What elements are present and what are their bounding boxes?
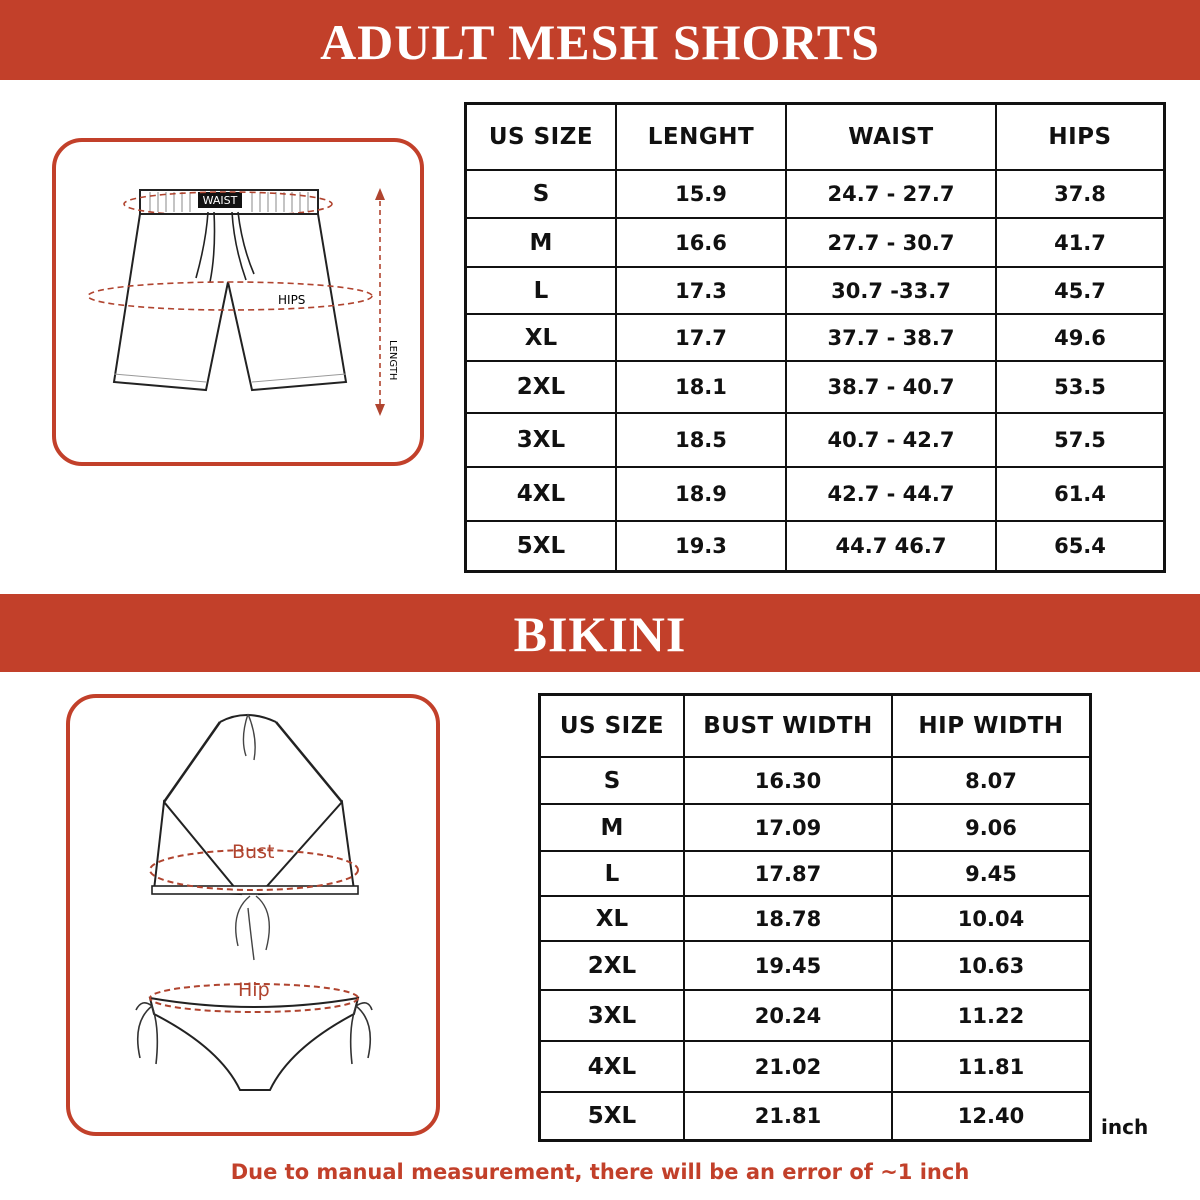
size-cell: L	[466, 267, 617, 314]
unit-label: inch	[1101, 1115, 1149, 1139]
bust-label: Bust	[232, 841, 275, 863]
waist-cell: 24.7 - 27.7	[786, 170, 996, 218]
hip-width-cell: 10.04	[892, 896, 1091, 941]
hip-width-cell: 9.06	[892, 804, 1091, 851]
size-cell: 2XL	[466, 361, 617, 413]
size-cell: M	[540, 804, 685, 851]
table-header-row	[466, 104, 1165, 171]
hips-cell: 37.8	[996, 170, 1165, 218]
table-row	[466, 413, 1165, 467]
bust-width-cell: 21.81	[684, 1092, 892, 1140]
shorts-diagram-frame	[52, 138, 424, 466]
size-cell: M	[466, 218, 617, 267]
table-header-row	[540, 695, 1091, 758]
column-header: HIPS	[996, 104, 1165, 171]
length-cell: 16.6	[616, 218, 786, 267]
size-cell: S	[540, 757, 685, 804]
bikini-title-banner: BIKINI	[0, 594, 1200, 672]
shorts-title-banner: ADULT MESH SHORTS	[0, 0, 1200, 80]
column-header: US SIZE	[466, 104, 617, 171]
hip-width-cell: 11.22	[892, 990, 1091, 1041]
hips-cell: 53.5	[996, 361, 1165, 413]
hips-cell: 57.5	[996, 413, 1165, 467]
size-cell: 4XL	[466, 467, 617, 521]
table-row	[466, 521, 1165, 571]
length-cell: 17.3	[616, 267, 786, 314]
size-cell: 2XL	[540, 941, 685, 990]
hip-width-cell: 10.63	[892, 941, 1091, 990]
hip-width-cell: 8.07	[892, 757, 1091, 804]
length-cell: 18.1	[616, 361, 786, 413]
bust-width-cell: 19.45	[684, 941, 892, 990]
bust-width-cell: 17.87	[684, 851, 892, 896]
waist-cell: 44.7 46.7	[786, 521, 996, 571]
length-cell: 17.7	[616, 314, 786, 361]
bust-width-cell: 16.30	[684, 757, 892, 804]
size-cell: S	[466, 170, 617, 218]
table-row	[540, 757, 1091, 804]
bust-width-cell: 17.09	[684, 804, 892, 851]
hip-width-cell: 9.45	[892, 851, 1091, 896]
size-cell: 3XL	[540, 990, 685, 1041]
hips-label: HIPS	[278, 293, 306, 307]
table-row	[466, 267, 1165, 314]
table-row	[466, 314, 1165, 361]
bust-width-cell: 21.02	[684, 1041, 892, 1092]
length-cell: 19.3	[616, 521, 786, 571]
shorts-size-table	[464, 102, 1166, 573]
column-header: HIP WIDTH	[892, 695, 1091, 758]
table-row	[466, 467, 1165, 521]
size-cell: 4XL	[540, 1041, 685, 1092]
waist-cell: 37.7 - 38.7	[786, 314, 996, 361]
size-cell: 3XL	[466, 413, 617, 467]
hip-width-cell: 12.40	[892, 1092, 1091, 1140]
hips-cell: 65.4	[996, 521, 1165, 571]
waist-label: WAIST	[202, 194, 238, 207]
hip-label: Hip	[238, 979, 270, 1001]
hip-width-cell: 11.81	[892, 1041, 1091, 1092]
size-cell: XL	[540, 896, 685, 941]
table-row	[540, 1041, 1091, 1092]
length-label: LENGTH	[387, 340, 398, 381]
table-row	[540, 896, 1091, 941]
length-cell: 15.9	[616, 170, 786, 218]
bikini-size-table	[538, 693, 1092, 1142]
bust-width-cell: 18.78	[684, 896, 892, 941]
shorts-illustration	[56, 142, 420, 462]
length-cell: 18.5	[616, 413, 786, 467]
waist-cell: 42.7 - 44.7	[786, 467, 996, 521]
hips-cell: 41.7	[996, 218, 1165, 267]
table-row	[540, 851, 1091, 896]
table-row	[466, 170, 1165, 218]
measurement-footnote: Due to manual measurement, there will be an error of ~1 inch	[230, 1160, 970, 1184]
size-cell: 5XL	[540, 1092, 685, 1140]
hips-cell: 61.4	[996, 467, 1165, 521]
size-cell: 5XL	[466, 521, 617, 571]
bikini-diagram-frame	[66, 694, 440, 1136]
table-row	[540, 990, 1091, 1041]
size-cell: L	[540, 851, 685, 896]
column-header: LENGHT	[616, 104, 786, 171]
table-row	[540, 1092, 1091, 1140]
hips-cell: 49.6	[996, 314, 1165, 361]
length-cell: 18.9	[616, 467, 786, 521]
column-header: BUST WIDTH	[684, 695, 892, 758]
waist-cell: 38.7 - 40.7	[786, 361, 996, 413]
column-header: WAIST	[786, 104, 996, 171]
waist-cell: 30.7 -33.7	[786, 267, 996, 314]
table-row	[466, 218, 1165, 267]
size-cell: XL	[466, 314, 617, 361]
table-row	[540, 941, 1091, 990]
waist-cell: 27.7 - 30.7	[786, 218, 996, 267]
waist-cell: 40.7 - 42.7	[786, 413, 996, 467]
bikini-illustration	[70, 698, 436, 1132]
column-header: US SIZE	[540, 695, 685, 758]
table-row	[540, 804, 1091, 851]
bust-width-cell: 20.24	[684, 990, 892, 1041]
hips-cell: 45.7	[996, 267, 1165, 314]
table-row	[466, 361, 1165, 413]
